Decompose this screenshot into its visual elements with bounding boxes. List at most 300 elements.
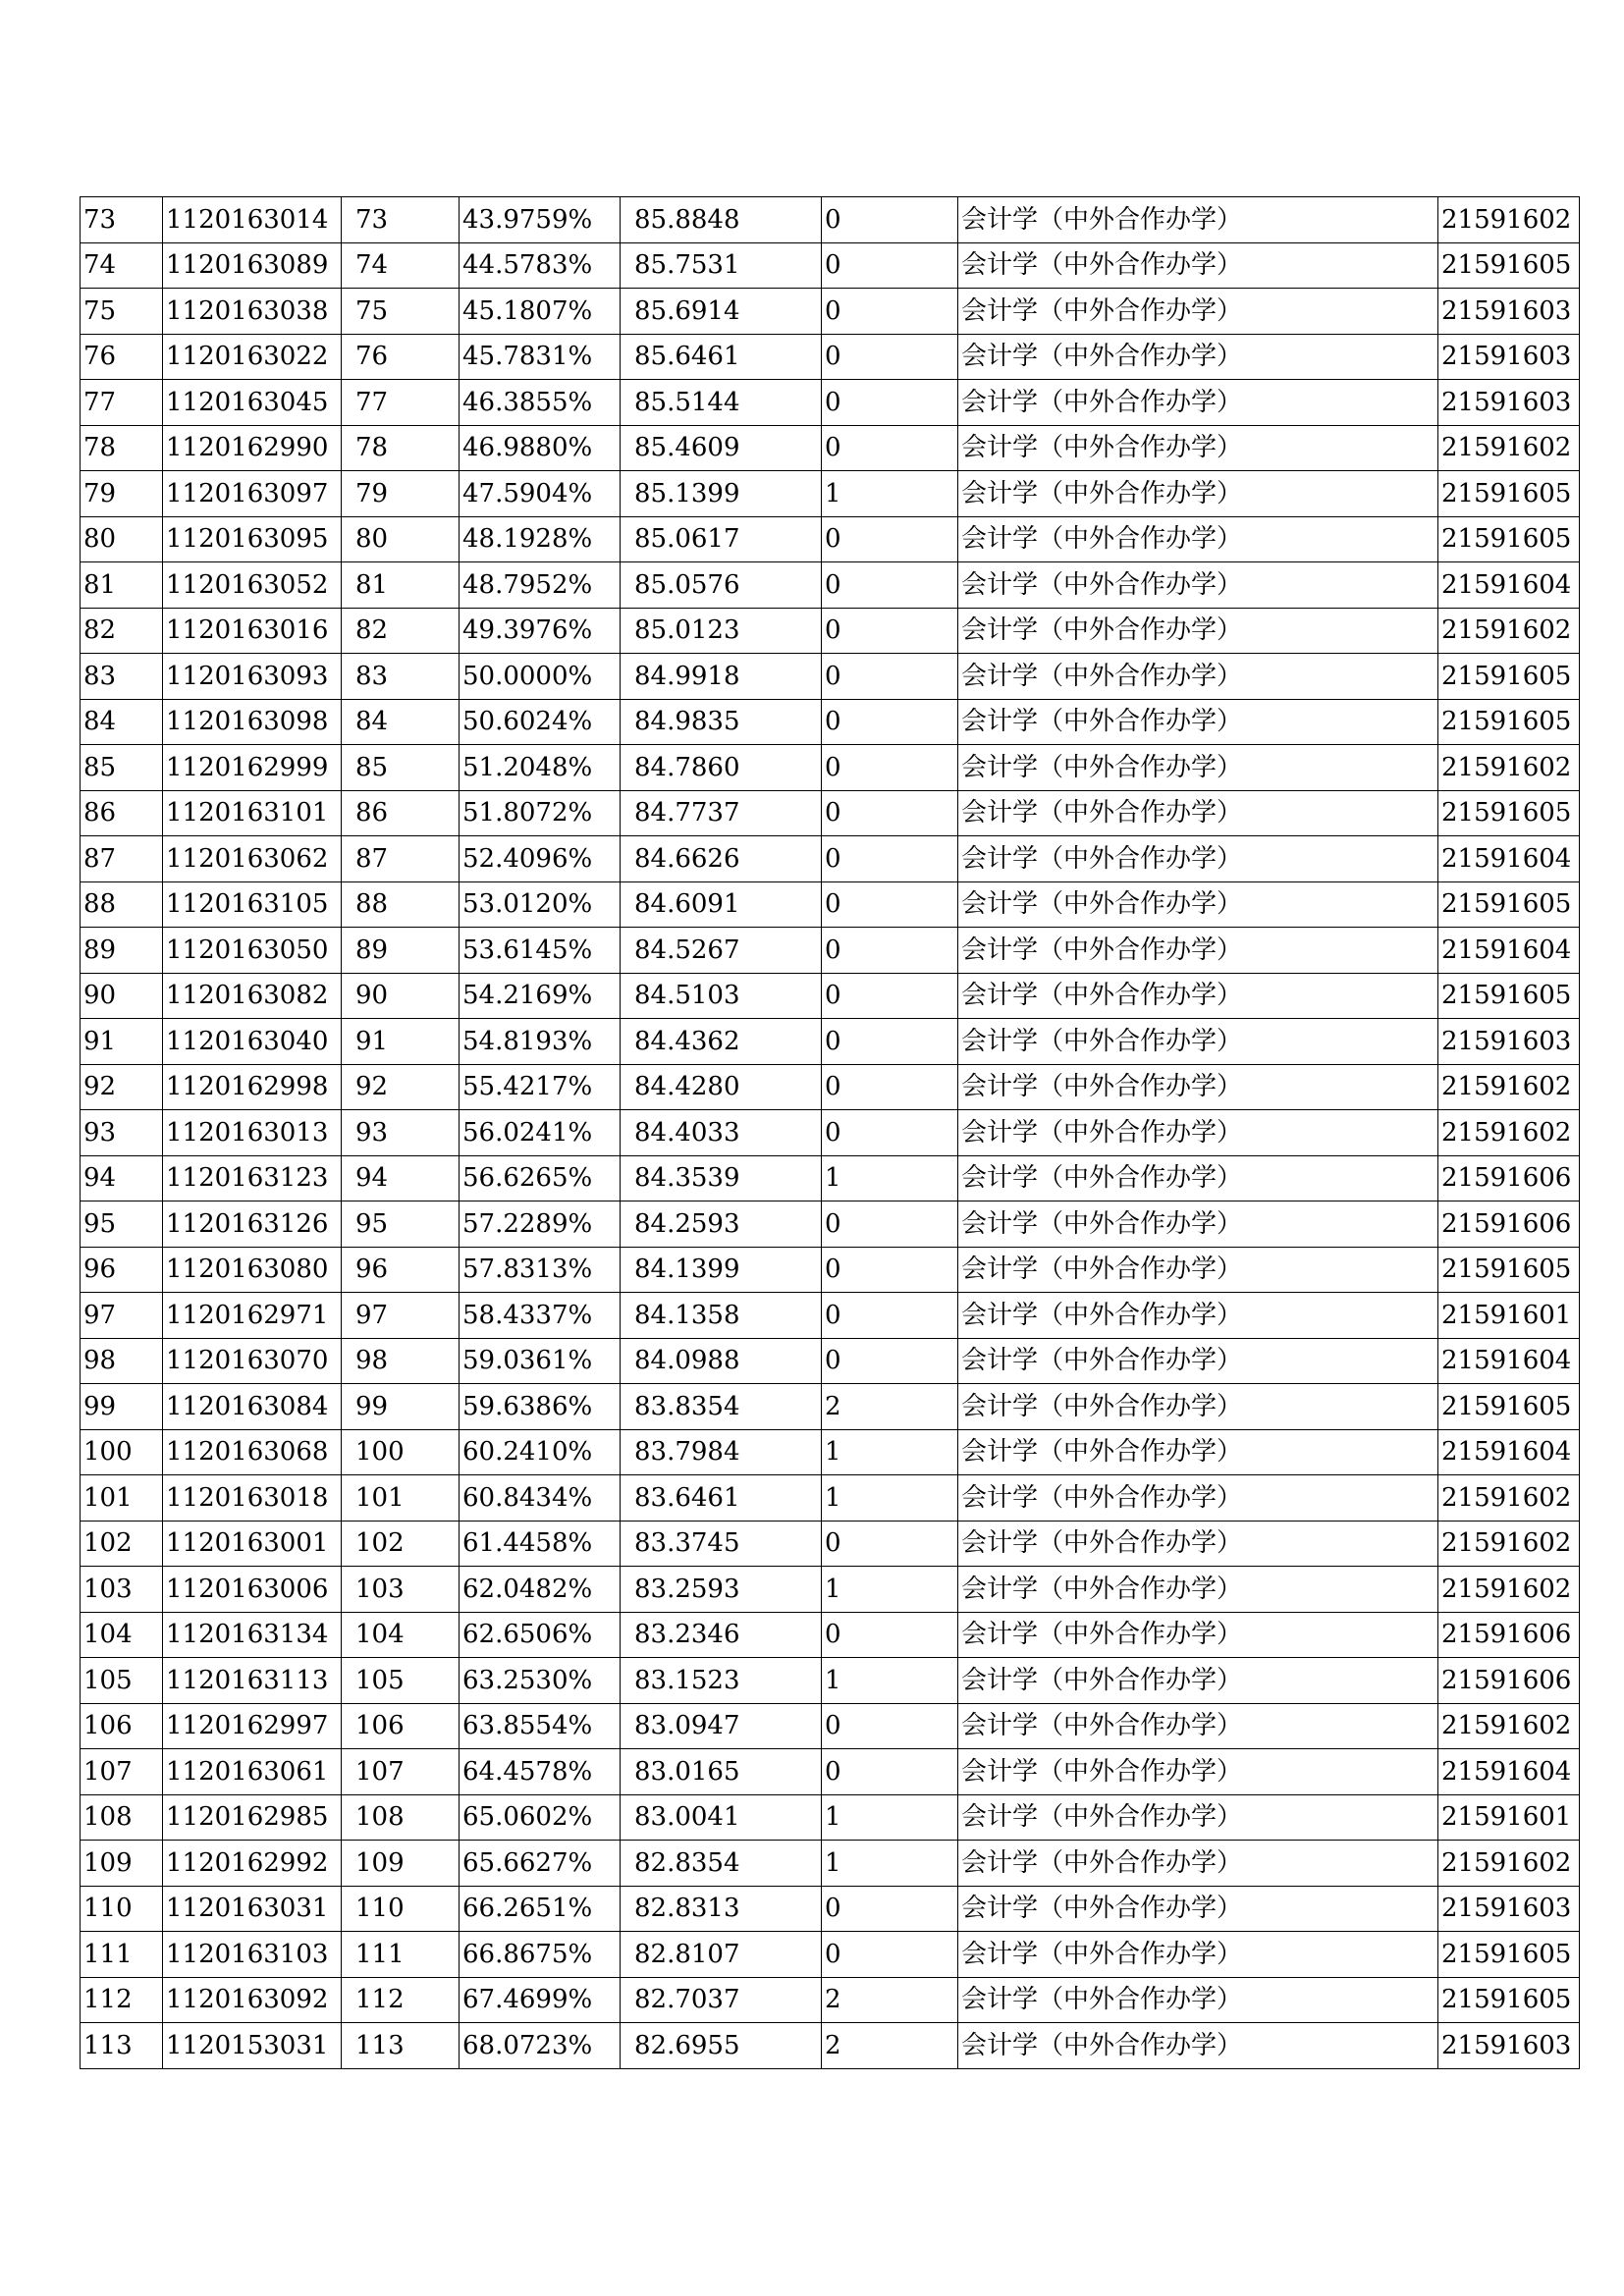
rank-cell: 97: [342, 1293, 460, 1339]
major-cell: 会计学（中外合作办学）: [958, 242, 1438, 289]
fail-count-cell: 0: [822, 1749, 958, 1795]
table-row: [81, 1841, 1580, 1887]
fail-count-cell: 1: [822, 1658, 958, 1704]
class-cell: 21591602: [1438, 745, 1580, 791]
fail-count-cell: 0: [822, 380, 958, 426]
rank-cell: 81: [342, 562, 460, 609]
major-cell: 会计学（中外合作办学）: [958, 1567, 1438, 1613]
percentile-cell: 63.8554%: [460, 1703, 621, 1749]
table-row: [81, 1521, 1580, 1567]
major-cell: 会计学（中外合作办学）: [958, 1064, 1438, 1110]
percentile-cell: 59.6386%: [460, 1384, 621, 1430]
rank-cell: 113: [342, 2023, 460, 2069]
rank-cell: 84: [342, 699, 460, 745]
rank-cell: 77: [342, 380, 460, 426]
rank-cell: 106: [342, 1703, 460, 1749]
student-id-cell: 1120162998: [163, 1064, 342, 1110]
major-cell: 会计学（中外合作办学）: [958, 1155, 1438, 1201]
student-id-cell: 1120163084: [163, 1384, 342, 1430]
student-id-cell: 1120153031: [163, 2023, 342, 2069]
fail-count-cell: 0: [822, 197, 958, 243]
class-cell: 21591605: [1438, 1932, 1580, 1978]
row-index-cell: 100: [81, 1429, 163, 1475]
row-index-cell: 76: [81, 334, 163, 380]
rank-cell: 95: [342, 1201, 460, 1248]
table-row: [81, 289, 1580, 335]
table-row: [81, 1794, 1580, 1841]
class-cell: 21591605: [1438, 1977, 1580, 2023]
row-index-cell: 80: [81, 516, 163, 562]
score-cell: 84.1399: [621, 1247, 822, 1293]
rank-cell: 83: [342, 654, 460, 700]
fail-count-cell: 0: [822, 608, 958, 654]
rank-cell: 88: [342, 881, 460, 928]
row-index-cell: 92: [81, 1064, 163, 1110]
fail-count-cell: 2: [822, 1977, 958, 2023]
major-cell: 会计学（中外合作办学）: [958, 562, 1438, 609]
class-cell: 21591605: [1438, 471, 1580, 517]
fail-count-cell: 0: [822, 881, 958, 928]
fail-count-cell: 0: [822, 1064, 958, 1110]
major-cell: 会计学（中外合作办学）: [958, 380, 1438, 426]
table-row: [81, 790, 1580, 836]
table-row: [81, 1977, 1580, 2023]
score-cell: 85.6461: [621, 334, 822, 380]
percentile-cell: 58.4337%: [460, 1293, 621, 1339]
score-cell: 83.8354: [621, 1384, 822, 1430]
score-cell: 85.5144: [621, 380, 822, 426]
major-cell: 会计学（中外合作办学）: [958, 1429, 1438, 1475]
student-id-cell: 1120163068: [163, 1429, 342, 1475]
row-index-cell: 82: [81, 608, 163, 654]
percentile-cell: 46.3855%: [460, 380, 621, 426]
rank-cell: 80: [342, 516, 460, 562]
row-index-cell: 84: [81, 699, 163, 745]
row-index-cell: 93: [81, 1110, 163, 1156]
fail-count-cell: 0: [822, 425, 958, 471]
score-cell: 84.6626: [621, 836, 822, 882]
rank-cell: 93: [342, 1110, 460, 1156]
ranking-table: [80, 196, 1580, 2069]
fail-count-cell: 0: [822, 1110, 958, 1156]
table-row: [81, 654, 1580, 700]
class-cell: 21591605: [1438, 516, 1580, 562]
class-cell: 21591605: [1438, 790, 1580, 836]
fail-count-cell: 1: [822, 1841, 958, 1887]
table-row: [81, 1749, 1580, 1795]
class-cell: 21591602: [1438, 1521, 1580, 1567]
percentile-cell: 55.4217%: [460, 1064, 621, 1110]
major-cell: 会计学（中外合作办学）: [958, 1019, 1438, 1065]
class-cell: 21591603: [1438, 1886, 1580, 1932]
row-index-cell: 88: [81, 881, 163, 928]
table-row: [81, 2023, 1580, 2069]
percentile-cell: 62.6506%: [460, 1612, 621, 1658]
class-cell: 21591605: [1438, 654, 1580, 700]
major-cell: 会计学（中外合作办学）: [958, 1932, 1438, 1978]
class-cell: 21591606: [1438, 1658, 1580, 1704]
fail-count-cell: 0: [822, 836, 958, 882]
row-index-cell: 109: [81, 1841, 163, 1887]
fail-count-cell: 0: [822, 790, 958, 836]
class-cell: 21591602: [1438, 1064, 1580, 1110]
major-cell: 会计学（中外合作办学）: [958, 1977, 1438, 2023]
percentile-cell: 64.4578%: [460, 1749, 621, 1795]
rank-cell: 79: [342, 471, 460, 517]
rank-cell: 102: [342, 1521, 460, 1567]
major-cell: 会计学（中外合作办学）: [958, 1658, 1438, 1704]
row-index-cell: 79: [81, 471, 163, 517]
fail-count-cell: 2: [822, 2023, 958, 2069]
percentile-cell: 56.6265%: [460, 1155, 621, 1201]
major-cell: 会计学（中外合作办学）: [958, 516, 1438, 562]
fail-count-cell: 0: [822, 1293, 958, 1339]
percentile-cell: 67.4699%: [460, 1977, 621, 2023]
major-cell: 会计学（中外合作办学）: [958, 197, 1438, 243]
score-cell: 84.5103: [621, 973, 822, 1019]
score-cell: 82.8313: [621, 1886, 822, 1932]
rank-cell: 105: [342, 1658, 460, 1704]
row-index-cell: 108: [81, 1794, 163, 1841]
score-cell: 85.8848: [621, 197, 822, 243]
class-cell: 21591604: [1438, 1749, 1580, 1795]
student-id-cell: 1120163097: [163, 471, 342, 517]
score-cell: 85.4609: [621, 425, 822, 471]
major-cell: 会计学（中外合作办学）: [958, 790, 1438, 836]
table-row: [81, 334, 1580, 380]
table-row: [81, 1703, 1580, 1749]
percentile-cell: 66.8675%: [460, 1932, 621, 1978]
major-cell: 会计学（中外合作办学）: [958, 1749, 1438, 1795]
table-row: [81, 1932, 1580, 1978]
fail-count-cell: 0: [822, 562, 958, 609]
student-id-cell: 1120163093: [163, 654, 342, 700]
row-index-cell: 99: [81, 1384, 163, 1430]
table-row: [81, 1567, 1580, 1613]
table-row: [81, 242, 1580, 289]
row-index-cell: 75: [81, 289, 163, 335]
student-id-cell: 1120163016: [163, 608, 342, 654]
score-cell: 84.7737: [621, 790, 822, 836]
percentile-cell: 51.2048%: [460, 745, 621, 791]
percentile-cell: 54.2169%: [460, 973, 621, 1019]
rank-cell: 99: [342, 1384, 460, 1430]
major-cell: 会计学（中外合作办学）: [958, 699, 1438, 745]
fail-count-cell: 0: [822, 1612, 958, 1658]
percentile-cell: 54.8193%: [460, 1019, 621, 1065]
score-cell: 82.8107: [621, 1932, 822, 1978]
student-id-cell: 1120163001: [163, 1521, 342, 1567]
fail-count-cell: 0: [822, 973, 958, 1019]
fail-count-cell: 0: [822, 654, 958, 700]
score-cell: 84.3539: [621, 1155, 822, 1201]
rank-cell: 90: [342, 973, 460, 1019]
row-index-cell: 87: [81, 836, 163, 882]
score-cell: 82.8354: [621, 1841, 822, 1887]
major-cell: 会计学（中外合作办学）: [958, 1338, 1438, 1384]
percentile-cell: 50.0000%: [460, 654, 621, 700]
rank-cell: 75: [342, 289, 460, 335]
major-cell: 会计学（中外合作办学）: [958, 1521, 1438, 1567]
class-cell: 21591606: [1438, 1612, 1580, 1658]
student-id-cell: 1120163123: [163, 1155, 342, 1201]
student-id-cell: 1120163134: [163, 1612, 342, 1658]
score-cell: 82.6955: [621, 2023, 822, 2069]
class-cell: 21591601: [1438, 1293, 1580, 1339]
fail-count-cell: 0: [822, 1521, 958, 1567]
class-cell: 21591603: [1438, 1019, 1580, 1065]
student-id-cell: 1120163105: [163, 881, 342, 928]
table-row: [81, 562, 1580, 609]
score-cell: 84.0988: [621, 1338, 822, 1384]
student-id-cell: 1120163101: [163, 790, 342, 836]
student-id-cell: 1120163013: [163, 1110, 342, 1156]
class-cell: 21591605: [1438, 1247, 1580, 1293]
score-cell: 84.5267: [621, 928, 822, 974]
table-row: [81, 1429, 1580, 1475]
fail-count-cell: 0: [822, 516, 958, 562]
fail-count-cell: 0: [822, 1703, 958, 1749]
class-cell: 21591602: [1438, 1475, 1580, 1522]
percentile-cell: 65.0602%: [460, 1794, 621, 1841]
percentile-cell: 50.6024%: [460, 699, 621, 745]
row-index-cell: 91: [81, 1019, 163, 1065]
rank-cell: 82: [342, 608, 460, 654]
table-row: [81, 380, 1580, 426]
class-cell: 21591604: [1438, 1429, 1580, 1475]
row-index-cell: 106: [81, 1703, 163, 1749]
row-index-cell: 96: [81, 1247, 163, 1293]
percentile-cell: 46.9880%: [460, 425, 621, 471]
row-index-cell: 98: [81, 1338, 163, 1384]
student-id-cell: 1120162997: [163, 1703, 342, 1749]
major-cell: 会计学（中外合作办学）: [958, 1247, 1438, 1293]
score-cell: 85.6914: [621, 289, 822, 335]
percentile-cell: 44.5783%: [460, 242, 621, 289]
row-index-cell: 101: [81, 1475, 163, 1522]
score-cell: 84.7860: [621, 745, 822, 791]
student-id-cell: 1120163070: [163, 1338, 342, 1384]
student-id-cell: 1120163045: [163, 380, 342, 426]
major-cell: 会计学（中外合作办学）: [958, 928, 1438, 974]
student-id-cell: 1120163018: [163, 1475, 342, 1522]
row-index-cell: 90: [81, 973, 163, 1019]
rank-cell: 73: [342, 197, 460, 243]
student-id-cell: 1120163038: [163, 289, 342, 335]
student-id-cell: 1120163040: [163, 1019, 342, 1065]
score-cell: 85.7531: [621, 242, 822, 289]
major-cell: 会计学（中外合作办学）: [958, 973, 1438, 1019]
fail-count-cell: 0: [822, 334, 958, 380]
major-cell: 会计学（中外合作办学）: [958, 1384, 1438, 1430]
class-cell: 21591602: [1438, 608, 1580, 654]
rank-cell: 86: [342, 790, 460, 836]
major-cell: 会计学（中外合作办学）: [958, 836, 1438, 882]
score-cell: 83.6461: [621, 1475, 822, 1522]
table-row: [81, 1293, 1580, 1339]
score-cell: 84.2593: [621, 1201, 822, 1248]
row-index-cell: 111: [81, 1932, 163, 1978]
percentile-cell: 61.4458%: [460, 1521, 621, 1567]
table-row: [81, 197, 1580, 243]
table-row: [81, 1155, 1580, 1201]
rank-cell: 78: [342, 425, 460, 471]
row-index-cell: 86: [81, 790, 163, 836]
rank-cell: 94: [342, 1155, 460, 1201]
fail-count-cell: 0: [822, 699, 958, 745]
class-cell: 21591605: [1438, 1384, 1580, 1430]
class-cell: 21591602: [1438, 1567, 1580, 1613]
fail-count-cell: 0: [822, 1932, 958, 1978]
score-cell: 84.6091: [621, 881, 822, 928]
fail-count-cell: 1: [822, 1567, 958, 1613]
row-index-cell: 73: [81, 197, 163, 243]
percentile-cell: 52.4096%: [460, 836, 621, 882]
major-cell: 会计学（中外合作办学）: [958, 1293, 1438, 1339]
rank-cell: 89: [342, 928, 460, 974]
class-cell: 21591602: [1438, 1703, 1580, 1749]
percentile-cell: 43.9759%: [460, 197, 621, 243]
percentile-cell: 48.7952%: [460, 562, 621, 609]
table-row: [81, 1064, 1580, 1110]
row-index-cell: 112: [81, 1977, 163, 2023]
score-cell: 85.0123: [621, 608, 822, 654]
fail-count-cell: 0: [822, 1247, 958, 1293]
row-index-cell: 74: [81, 242, 163, 289]
percentile-cell: 56.0241%: [460, 1110, 621, 1156]
row-index-cell: 104: [81, 1612, 163, 1658]
row-index-cell: 97: [81, 1293, 163, 1339]
score-cell: 84.1358: [621, 1293, 822, 1339]
major-cell: 会计学（中外合作办学）: [958, 1886, 1438, 1932]
percentile-cell: 53.6145%: [460, 928, 621, 974]
rank-cell: 100: [342, 1429, 460, 1475]
student-id-cell: 1120162992: [163, 1841, 342, 1887]
student-id-cell: 1120163103: [163, 1932, 342, 1978]
rank-cell: 112: [342, 1977, 460, 2023]
row-index-cell: 81: [81, 562, 163, 609]
fail-count-cell: 1: [822, 471, 958, 517]
major-cell: 会计学（中外合作办学）: [958, 1110, 1438, 1156]
rank-cell: 101: [342, 1475, 460, 1522]
fail-count-cell: 0: [822, 1201, 958, 1248]
student-id-cell: 1120163062: [163, 836, 342, 882]
percentile-cell: 45.7831%: [460, 334, 621, 380]
student-id-cell: 1120162971: [163, 1293, 342, 1339]
fail-count-cell: 2: [822, 1384, 958, 1430]
table-row: [81, 745, 1580, 791]
table-row: [81, 1658, 1580, 1704]
row-index-cell: 89: [81, 928, 163, 974]
score-cell: 83.0041: [621, 1794, 822, 1841]
table-row: [81, 973, 1580, 1019]
student-id-cell: 1120163052: [163, 562, 342, 609]
class-cell: 21591605: [1438, 973, 1580, 1019]
rank-cell: 111: [342, 1932, 460, 1978]
student-id-cell: 1120162985: [163, 1794, 342, 1841]
student-id-cell: 1120163080: [163, 1247, 342, 1293]
student-id-cell: 1120163098: [163, 699, 342, 745]
class-cell: 21591604: [1438, 928, 1580, 974]
percentile-cell: 66.2651%: [460, 1886, 621, 1932]
table-row: [81, 608, 1580, 654]
percentile-cell: 59.0361%: [460, 1338, 621, 1384]
class-cell: 21591603: [1438, 289, 1580, 335]
student-id-cell: 1120163022: [163, 334, 342, 380]
student-id-cell: 1120163126: [163, 1201, 342, 1248]
fail-count-cell: 1: [822, 1155, 958, 1201]
table-row: [81, 1384, 1580, 1430]
class-cell: 21591605: [1438, 242, 1580, 289]
student-id-cell: 1120163095: [163, 516, 342, 562]
table-row: [81, 1201, 1580, 1248]
table-row: [81, 1886, 1580, 1932]
ranking-table-body: [81, 197, 1580, 2069]
student-id-cell: 1120163050: [163, 928, 342, 974]
major-cell: 会计学（中外合作办学）: [958, 881, 1438, 928]
row-index-cell: 113: [81, 2023, 163, 2069]
row-index-cell: 102: [81, 1521, 163, 1567]
score-cell: 83.3745: [621, 1521, 822, 1567]
table-row: [81, 1338, 1580, 1384]
major-cell: 会计学（中外合作办学）: [958, 654, 1438, 700]
score-cell: 84.4280: [621, 1064, 822, 1110]
rank-cell: 107: [342, 1749, 460, 1795]
percentile-cell: 48.1928%: [460, 516, 621, 562]
rank-cell: 76: [342, 334, 460, 380]
percentile-cell: 45.1807%: [460, 289, 621, 335]
row-index-cell: 107: [81, 1749, 163, 1795]
table-row: [81, 881, 1580, 928]
row-index-cell: 77: [81, 380, 163, 426]
table-row: [81, 516, 1580, 562]
score-cell: 84.4033: [621, 1110, 822, 1156]
major-cell: 会计学（中外合作办学）: [958, 471, 1438, 517]
class-cell: 21591603: [1438, 334, 1580, 380]
major-cell: 会计学（中外合作办学）: [958, 1612, 1438, 1658]
percentile-cell: 49.3976%: [460, 608, 621, 654]
row-index-cell: 103: [81, 1567, 163, 1613]
row-index-cell: 78: [81, 425, 163, 471]
table-row: [81, 928, 1580, 974]
score-cell: 83.1523: [621, 1658, 822, 1704]
class-cell: 21591603: [1438, 2023, 1580, 2069]
row-index-cell: 83: [81, 654, 163, 700]
major-cell: 会计学（中外合作办学）: [958, 1841, 1438, 1887]
score-cell: 85.0576: [621, 562, 822, 609]
major-cell: 会计学（中外合作办学）: [958, 1201, 1438, 1248]
class-cell: 21591606: [1438, 1155, 1580, 1201]
major-cell: 会计学（中外合作办学）: [958, 1475, 1438, 1522]
class-cell: 21591602: [1438, 425, 1580, 471]
fail-count-cell: 1: [822, 1794, 958, 1841]
student-id-cell: 1120163089: [163, 242, 342, 289]
class-cell: 21591602: [1438, 1841, 1580, 1887]
percentile-cell: 53.0120%: [460, 881, 621, 928]
student-id-cell: 1120163113: [163, 1658, 342, 1704]
class-cell: 21591604: [1438, 562, 1580, 609]
class-cell: 21591604: [1438, 1338, 1580, 1384]
rank-cell: 92: [342, 1064, 460, 1110]
ranking-sheet: [80, 196, 1572, 2069]
percentile-cell: 51.8072%: [460, 790, 621, 836]
percentile-cell: 63.2530%: [460, 1658, 621, 1704]
rank-cell: 96: [342, 1247, 460, 1293]
table-row: [81, 1475, 1580, 1522]
student-id-cell: 1120163082: [163, 973, 342, 1019]
major-cell: 会计学（中外合作办学）: [958, 2023, 1438, 2069]
fail-count-cell: 0: [822, 289, 958, 335]
